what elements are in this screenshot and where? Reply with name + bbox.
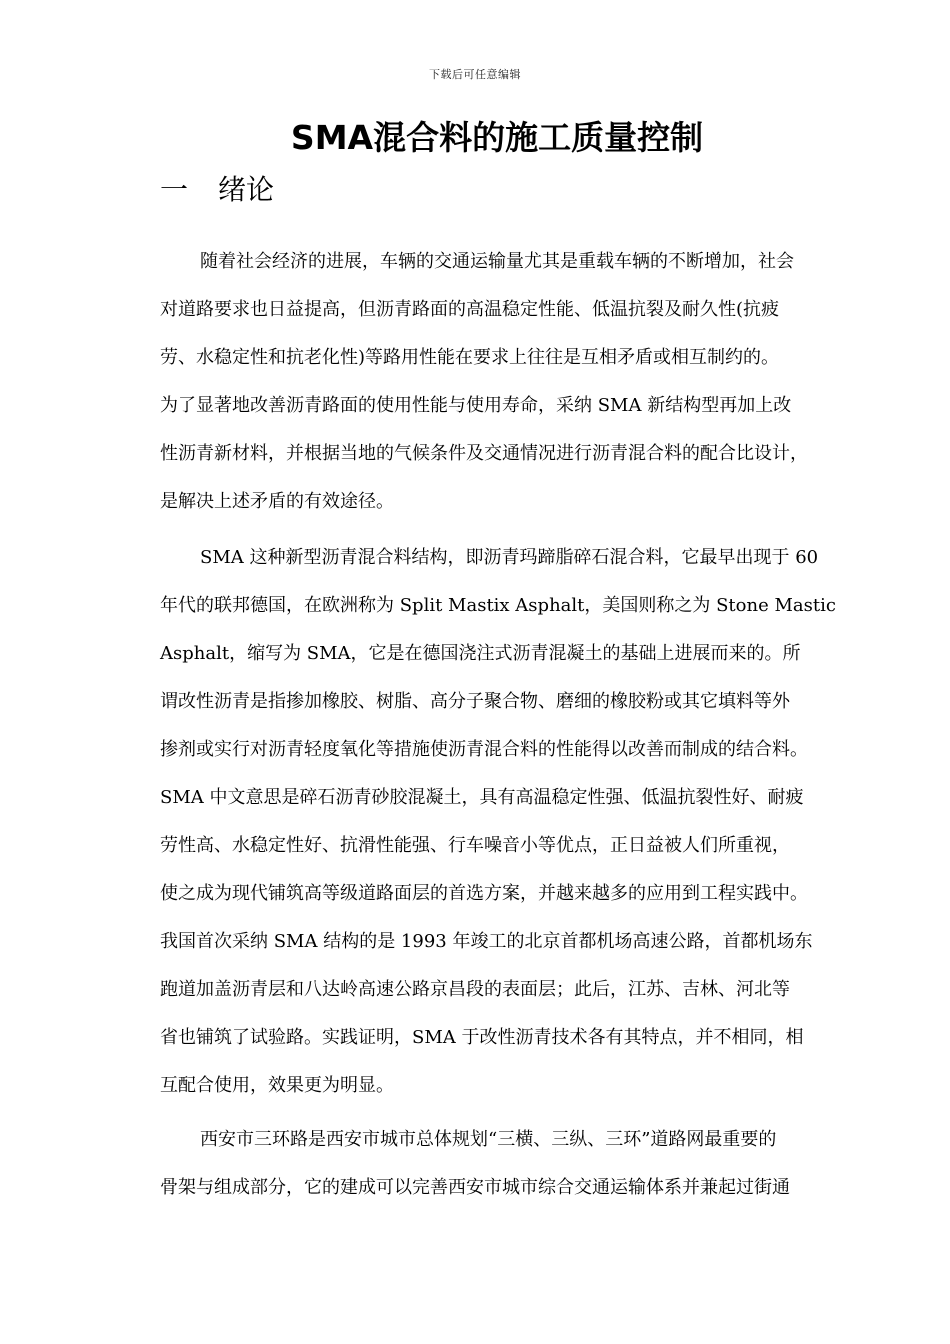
paragraph-line: SMA 中文意思是碎石沥青砂胶混凝土，具有高温稳定性强、低温抗裂性好、耐疲 <box>160 787 804 808</box>
paragraph-1 <box>160 238 850 526</box>
paragraph-line: 互配合使用，效果更为明显。 <box>160 1075 394 1096</box>
header-note: 下载后可任意编辑 <box>429 68 521 81</box>
paragraph-line: 是解决上述矛盾的有效途径。 <box>160 491 394 512</box>
paragraph-line: Asphalt，缩写为 SMA，它是在德国浇注式沥青混凝土的基础上进展而来的。所 <box>160 643 801 664</box>
paragraph-2 <box>160 534 850 1110</box>
paragraph-line: 掺剂或实行对沥青轻度氧化等措施使沥青混合料的性能得以改善而制成的结合料。 <box>160 739 808 760</box>
document-title: SMA混合料的施工质量控制 <box>290 118 704 157</box>
paragraph-line: 骨架与组成部分，它的建成可以完善西安市城市综合交通运输体系并兼起过街通 <box>160 1177 790 1198</box>
paragraph-line: 性沥青新材料，并根据当地的气候条件及交通情况进行沥青混合料的配合比设计， <box>160 443 808 464</box>
paragraph-line: 为了显著地改善沥青路面的使用性能与使用寿命，采纳 SMA 新结构型再加上改 <box>160 395 792 416</box>
paragraph-line: 跑道加盖沥青层和八达岭高速公路京昌段的表面层；此后，江苏、吉林、河北等 <box>160 979 790 1000</box>
paragraph-line: 省也铺筑了试验路。实践证明，SMA 于改性沥青技术各有其特点，并不相同，相 <box>160 1027 804 1048</box>
section-number: 一 <box>160 173 189 206</box>
paragraph-line: 年代的联邦德国，在欧洲称为 Split Mastix Asphalt，美国则称之为 Stone Mastic <box>160 595 836 616</box>
paragraph-line: 劳性高、水稳定性好、抗滑性能强、行车噪音小等优点，正日益被人们所重视， <box>160 835 790 856</box>
paragraph-line: 谓改性沥青是指掺加橡胶、树脂、高分子聚合物、磨细的橡胶粉或其它填料等外 <box>160 691 790 712</box>
paragraph-line: 随着社会经济的进展，车辆的交通运输量尤其是重载车辆的不断增加，社会 <box>200 251 794 272</box>
paragraph-line: 西安市三环路是西安市城市总体规划“三横、三纵、三环”道路网最重要的 <box>200 1129 777 1150</box>
paragraph-line: 劳、水稳定性和抗老化性)等路用性能在要求上往往是互相矛盾或相互制约的。 <box>160 347 780 368</box>
paragraph-line: 对道路要求也日益提高，但沥青路面的高温稳定性能、低温抗裂及耐久性(抗疲 <box>160 299 780 320</box>
section-heading-text: 绪论 <box>218 173 275 206</box>
paragraph-line: 我国首次采纳 SMA 结构的是 1993 年竣工的北京首都机场高速公路，首都机场东 <box>160 931 813 952</box>
section-heading <box>160 168 274 208</box>
paragraph-line: 使之成为现代铺筑高等级道路面层的首选方案，并越来越多的应用到工程实践中。 <box>160 883 808 904</box>
paragraph-3 <box>160 1116 850 1212</box>
paragraph-line: SMA 这种新型沥青混合料结构，即沥青玛蹄脂碎石混合料，它最早出现于 60 <box>200 547 819 568</box>
